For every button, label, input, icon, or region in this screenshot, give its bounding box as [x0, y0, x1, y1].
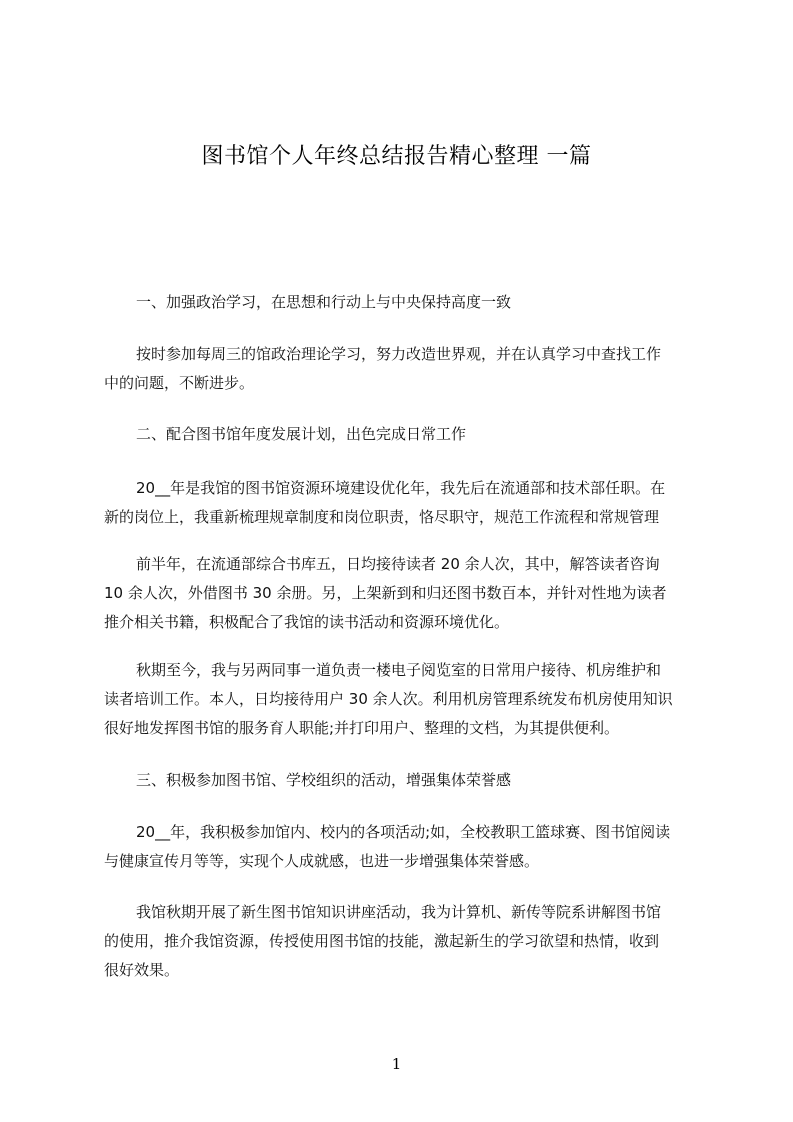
paragraph-line: 读者培训工作。本人，日均接待用户 30 余人次。利用机房管理系统发布机房使用知识	[104, 690, 673, 708]
paragraph	[104, 550, 700, 637]
page-number: 1	[391, 1055, 402, 1073]
paragraph-line: 很好地发挥图书馆的服务育人职能;并打印用户、整理的文档，为其提供便利。	[104, 719, 620, 737]
section-heading-1: 一、加强政治学习，在思想和行动上与中央保持高度一致	[136, 293, 512, 311]
paragraph-line: 10 余人次，外借图书 30 余册。另，上架新到和归还图书数百本，并针对性地为读者	[104, 584, 667, 602]
paragraph	[104, 656, 700, 743]
paragraph-line: 前半年，在流通部综合书库五，日均接待读者 20 余人次，其中，解答读者咨询	[136, 555, 660, 573]
paragraph	[104, 340, 700, 398]
paragraph	[104, 818, 700, 876]
paragraph	[104, 898, 700, 985]
section-heading-2: 二、配合图书馆年度发展计划，出色完成日常工作	[136, 425, 467, 443]
paragraph-line: 我馆秋期开展了新生图书馆知识讲座活动，我为计算机、新传等院系讲解图书馆	[136, 903, 662, 921]
paragraph-line: 中的问题，不断进步。	[104, 374, 255, 392]
paragraph-line: 秋期至今，我与另两同事一道负责一楼电子阅览室的日常用户接待、机房维护和	[136, 661, 662, 679]
paragraph-line: 20__年是我馆的图书馆资源环境建设优化年，我先后在流通部和技术部任职。在	[136, 479, 666, 497]
paragraph-line: 很好效果。	[104, 961, 180, 979]
paragraph	[104, 474, 700, 532]
paragraph-line: 20__年，我积极参加馆内、校内的各项活动;如，全校教职工篮球赛、图书馆阅读	[136, 823, 671, 841]
paragraph-line: 按时参加每周三的馆政治理论学习，努力改造世界观，并在认真学习中查找工作	[136, 345, 662, 363]
document-title: 图书馆个人年终总结报告精心整理 一篇	[201, 144, 592, 169]
paragraph-line: 新的岗位上，我重新梳理规章制度和岗位职责，恪尽职守，规范工作流程和常规管理	[104, 508, 660, 526]
paragraph-line: 与健康宣传月等等，实现个人成就感，也进一步增强集体荣誉感。	[104, 852, 540, 870]
section-heading-3: 三、积极参加图书馆、学校组织的活动，增强集体荣誉感	[136, 771, 512, 789]
paragraph-line: 推介相关书籍，积极配合了我馆的读书活动和资源环境优化。	[104, 613, 510, 631]
paragraph-line: 的使用，推介我馆资源，传授使用图书馆的技能，激起新生的学习欲望和热情，收到	[104, 932, 660, 950]
